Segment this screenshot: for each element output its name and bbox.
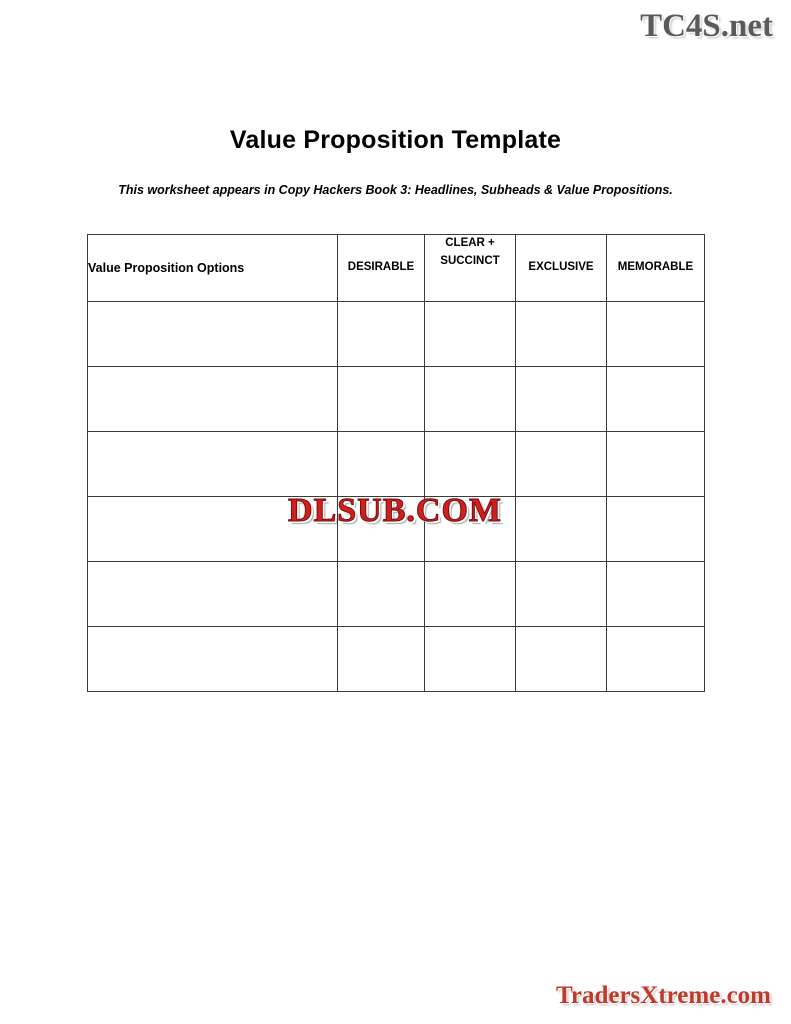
cell-clear-succinct[interactable] [425, 627, 516, 692]
cell-clear-succinct[interactable] [425, 497, 516, 562]
cell-clear-succinct[interactable] [425, 302, 516, 367]
cell-desirable[interactable] [338, 302, 425, 367]
cell-option[interactable] [88, 302, 338, 367]
column-header-exclusive: EXCLUSIVE [516, 235, 607, 302]
cell-clear-succinct[interactable] [425, 367, 516, 432]
cell-option[interactable] [88, 562, 338, 627]
table-row [88, 562, 705, 627]
table-row [88, 627, 705, 692]
cell-option[interactable] [88, 367, 338, 432]
cell-memorable[interactable] [607, 562, 705, 627]
center-watermark: DLSUB.COM [288, 492, 502, 529]
column-header-option: Value Proposition Options [88, 235, 338, 302]
column-header-clear-succinct [425, 235, 516, 302]
cell-exclusive[interactable] [516, 367, 607, 432]
cell-exclusive[interactable] [516, 562, 607, 627]
value-proposition-table [87, 234, 705, 692]
page-title: Value Proposition Template [229, 126, 562, 154]
column-header-clear-line2: SUCCINCT [440, 254, 500, 267]
table-row [88, 432, 705, 497]
top-right-watermark: TC4S.net [640, 8, 773, 44]
cell-memorable[interactable] [607, 302, 705, 367]
table-header-row [88, 235, 705, 302]
cell-exclusive[interactable] [516, 432, 607, 497]
cell-option[interactable] [88, 432, 338, 497]
cell-exclusive[interactable] [516, 302, 607, 367]
table-row [88, 497, 705, 562]
cell-clear-succinct[interactable] [425, 432, 516, 497]
cell-clear-succinct[interactable] [425, 562, 516, 627]
cell-exclusive[interactable] [516, 627, 607, 692]
column-header-clear-line1: CLEAR + [445, 237, 495, 249]
cell-memorable[interactable] [607, 627, 705, 692]
cell-desirable[interactable] [338, 367, 425, 432]
cell-option[interactable] [88, 497, 338, 562]
cell-memorable[interactable] [607, 432, 705, 497]
cell-memorable[interactable] [607, 367, 705, 432]
column-header-desirable: DESIRABLE [338, 235, 425, 302]
column-header-memorable: MEMORABLE [607, 235, 705, 302]
table-row [88, 367, 705, 432]
cell-desirable[interactable] [338, 627, 425, 692]
cell-desirable[interactable] [338, 497, 425, 562]
cell-exclusive[interactable] [516, 497, 607, 562]
cell-desirable[interactable] [338, 432, 425, 497]
table-row [88, 302, 705, 367]
cell-option[interactable] [88, 627, 338, 692]
page-subtitle: This worksheet appears in Copy Hackers Book 3: Headlines, Subheads & Value Propositions. [118, 183, 673, 197]
cell-memorable[interactable] [607, 497, 705, 562]
cell-desirable[interactable] [338, 562, 425, 627]
bottom-right-watermark: TradersXtreme.com [556, 982, 771, 1009]
